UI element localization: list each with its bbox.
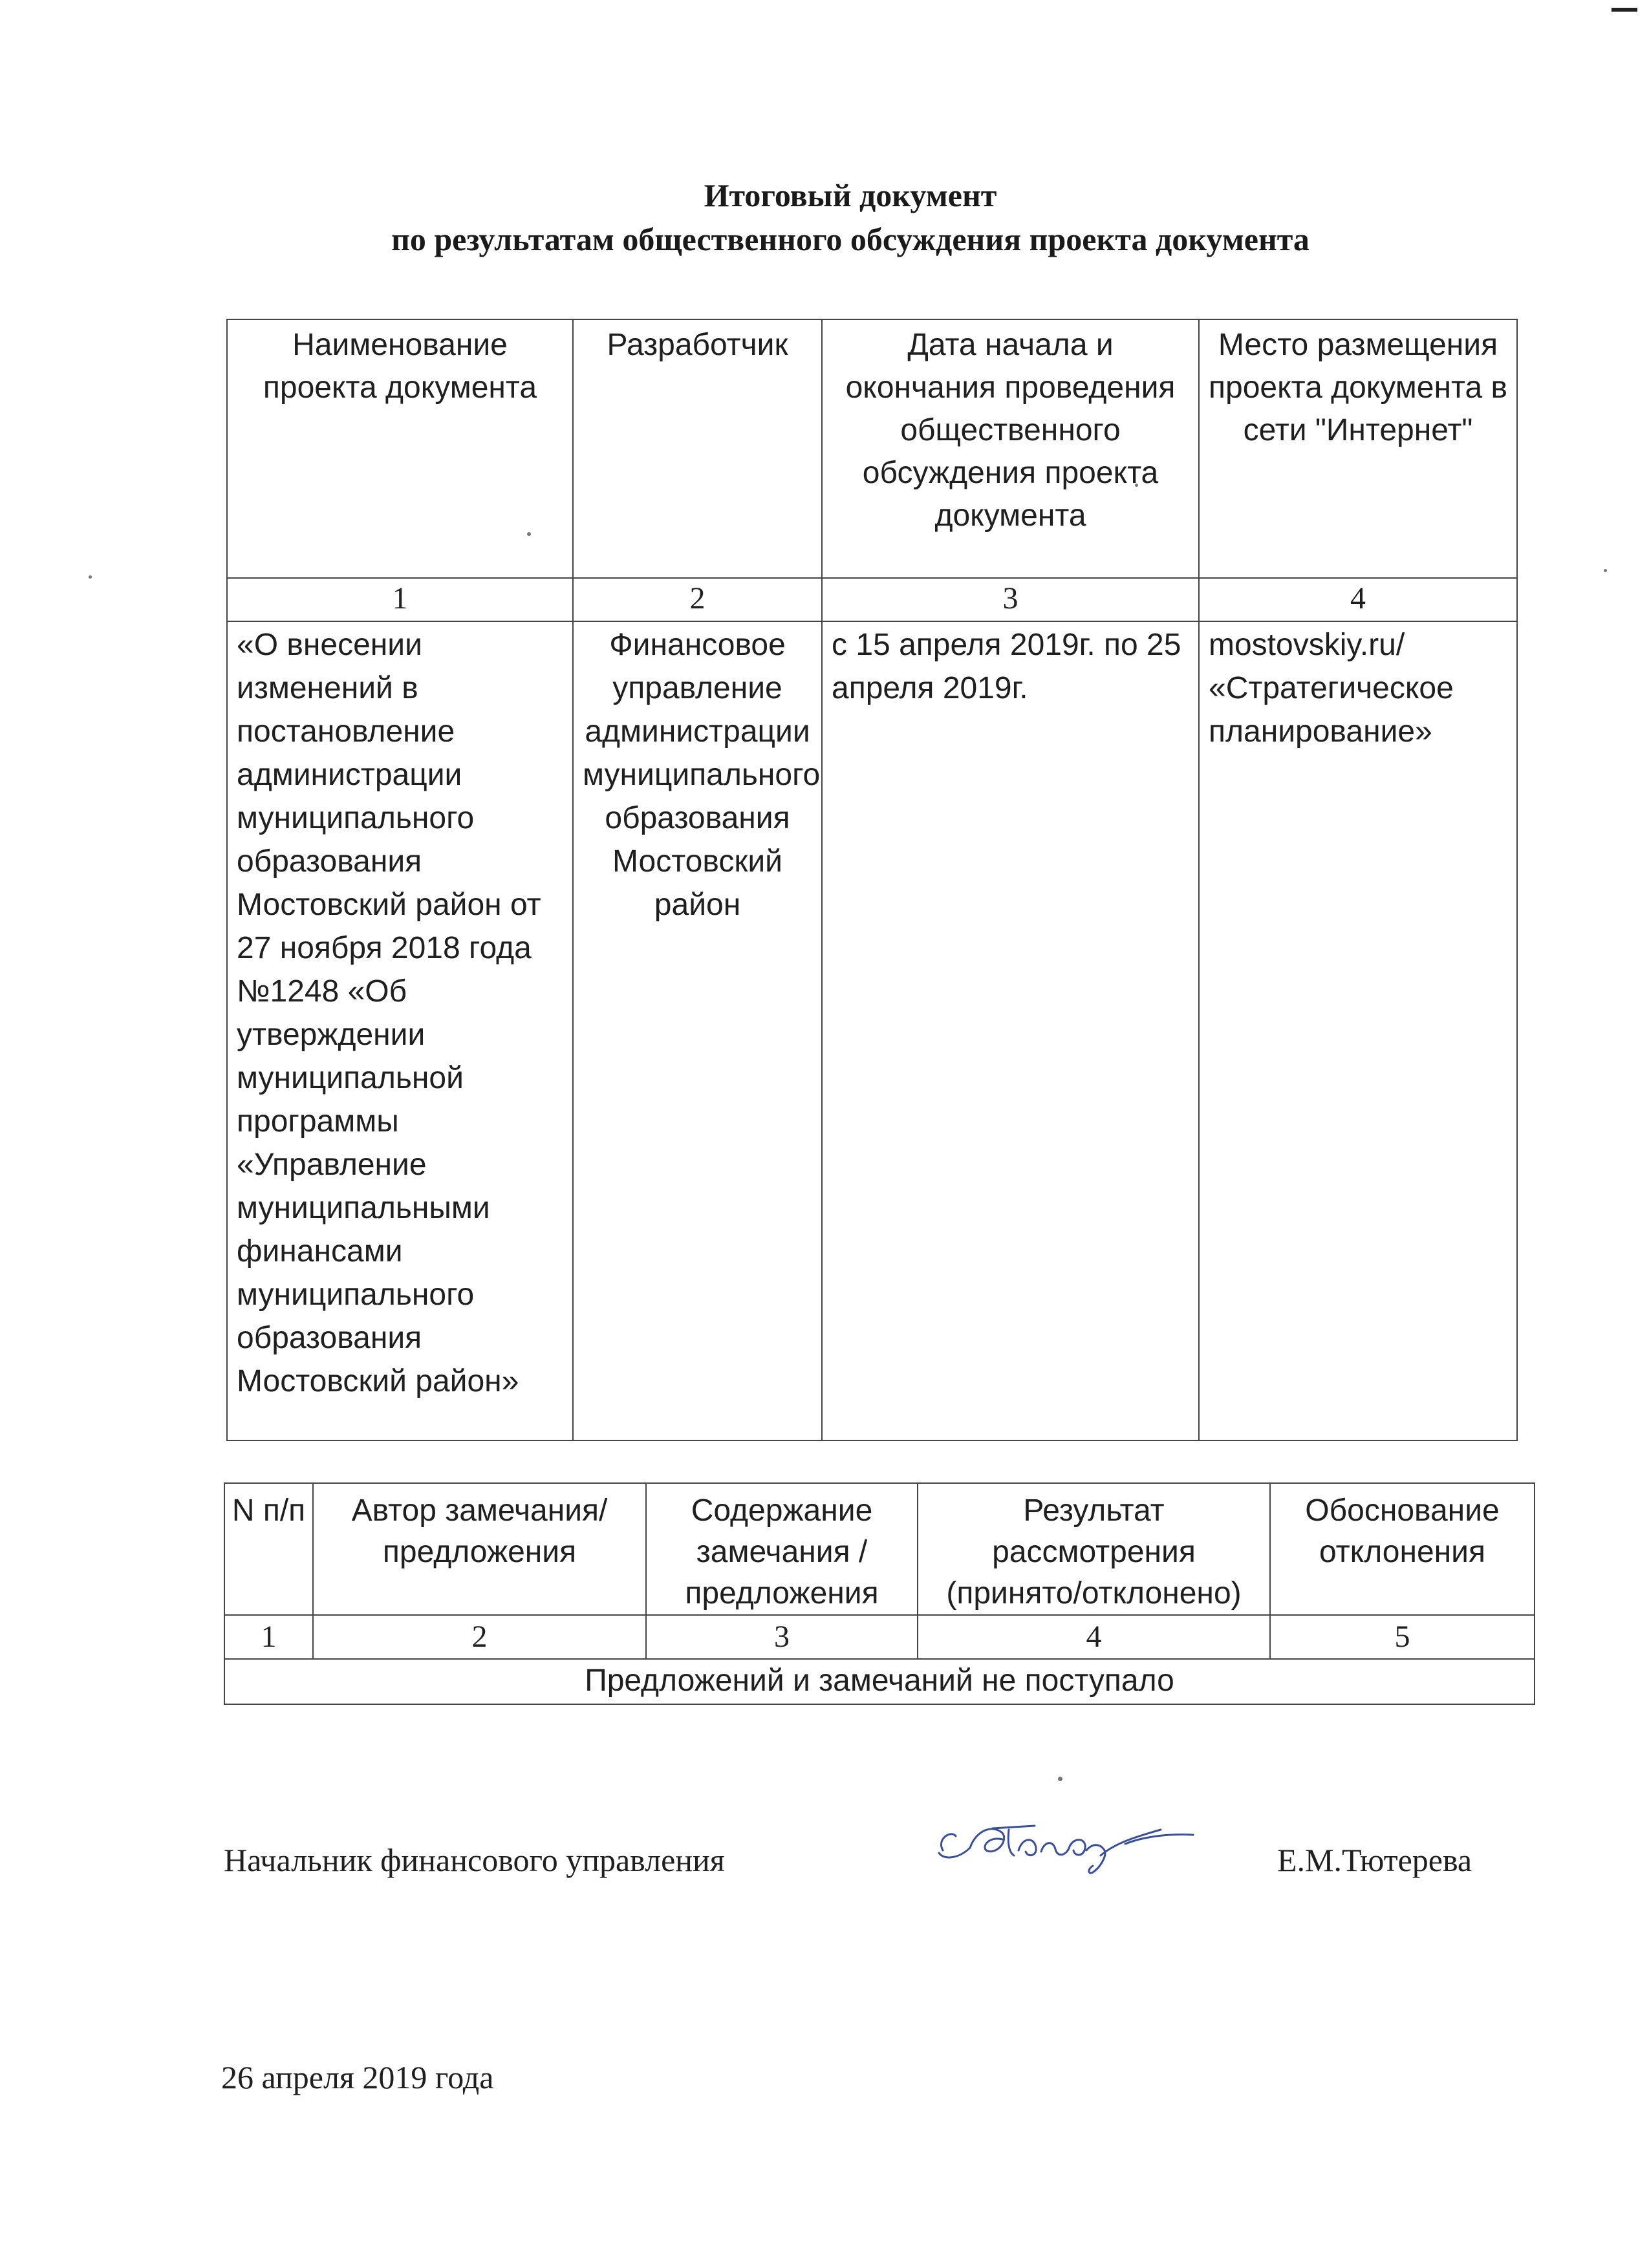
cell-developer: Финансовое управление администрации муниципального образования Мостовский район xyxy=(573,621,822,1440)
document-title xyxy=(0,173,1649,261)
no-comments-message: Предложений и замечаний не поступало xyxy=(224,1659,1535,1704)
document-title-line2: по результатам общественного обсуждения проекта документа xyxy=(391,221,1310,257)
scan-speck xyxy=(1058,1777,1062,1781)
column-number: 2 xyxy=(573,578,822,621)
header-cell-result: Результат рассмотрения (принято/отклонено) xyxy=(918,1483,1270,1615)
header-cell-number: N п/п xyxy=(224,1483,313,1615)
scan-speck xyxy=(89,575,92,579)
header-cell-justification: Обоснование отклонения xyxy=(1270,1483,1535,1615)
column-number: 3 xyxy=(822,578,1199,621)
column-number: 4 xyxy=(918,1615,1270,1659)
handwritten-signature xyxy=(931,1810,1203,1894)
table-row xyxy=(227,621,1517,1440)
header-cell-name: Наименование проекта документа xyxy=(227,319,573,578)
table-row xyxy=(224,1659,1535,1704)
table-header-row xyxy=(224,1483,1535,1615)
header-cell-content: Содержание замечания / предложения xyxy=(646,1483,918,1615)
header-cell-author: Автор замечания/ предложения xyxy=(313,1483,646,1615)
scan-corner-mark xyxy=(1611,8,1637,12)
cell-place: mostovskiy.ru/ «Стратегическое планирование» xyxy=(1199,621,1517,1440)
cell-dates: с 15 апреля 2019г. по 25 апреля 2019г. xyxy=(822,621,1199,1440)
table-header-row xyxy=(227,319,1517,578)
column-number: 1 xyxy=(224,1615,313,1659)
column-number: 4 xyxy=(1199,578,1517,621)
cell-document-name: «О внесении изменений в постановление администрации муниципального образования Мостовский район от 27 ноября 2018 года №1248 «Об утверждении муниципальной программы «Управление муниципальными финансами муниципального образования Мостовский район» xyxy=(227,621,573,1440)
header-cell-dates: Дата начала и окончания проведения общественного обсуждения проекта документа xyxy=(822,319,1199,578)
document-date: 26 апреля 2019 года xyxy=(221,2059,494,2095)
column-number: 2 xyxy=(313,1615,646,1659)
signer-name: Е.М.Тютерева xyxy=(1277,1842,1472,1878)
column-number: 3 xyxy=(646,1615,918,1659)
column-number-row xyxy=(224,1615,1535,1659)
signer-position: Начальник финансового управления xyxy=(224,1842,725,1878)
header-cell-developer: Разработчик xyxy=(573,319,822,578)
column-number: 5 xyxy=(1270,1615,1535,1659)
header-cell-place: Место размещения проекта документа в сети "Интернет" xyxy=(1199,319,1517,578)
document-title-line1: Итоговый документ xyxy=(704,177,997,213)
comments-table xyxy=(224,1482,1535,1705)
column-number-row xyxy=(227,578,1517,621)
document-info-table xyxy=(226,319,1518,1441)
scan-speck xyxy=(1604,569,1607,572)
column-number: 1 xyxy=(227,578,573,621)
